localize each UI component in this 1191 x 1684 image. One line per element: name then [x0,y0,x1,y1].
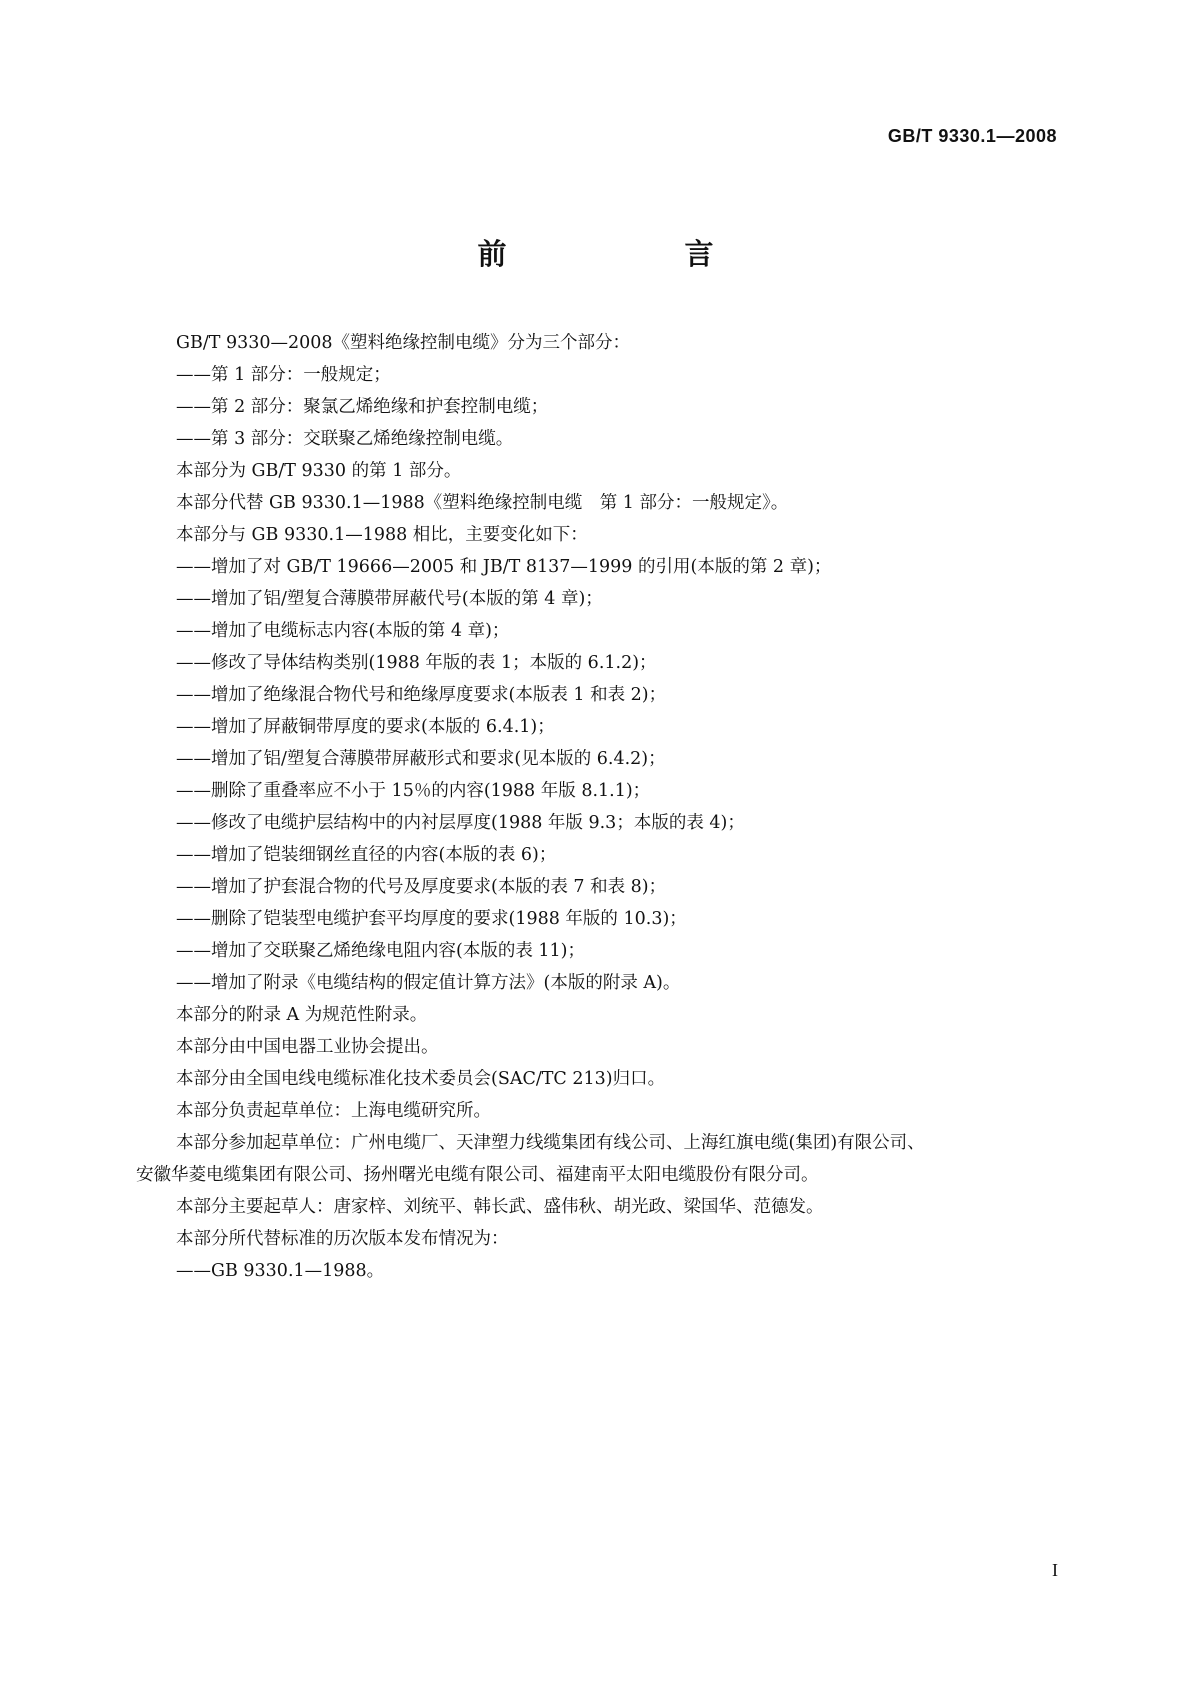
paragraph-line: 本部分的附录 A 为规范性附录。 [176,1005,428,1025]
page-number: I [1052,1560,1058,1580]
paragraph-line: ——增加了电缆标志内容(本版的第 4 章)； [176,621,510,641]
paragraph-line: 安徽华菱电缆集团有限公司、扬州曙光电缆有限公司、福建南平太阳电缆股份有限分司。 [136,1165,819,1185]
paragraph-line: 本部分代替 GB 9330.1—1988《塑料绝缘控制电缆 第 1 部分：一般规定》。 [176,493,789,513]
paragraph-line: 本部分参加起草单位：广州电缆厂、天津塑力线缆集团有线公司、上海红旗电缆(集团)有限公司、 [176,1133,925,1153]
paragraph-line: ——修改了导体结构类别(1988 年版的表 1；本版的 6.1.2)； [176,653,657,673]
paragraph-line: 本部分主要起草人：唐家梓、刘统平、韩长武、盛伟秋、胡光政、梁国华、范德发。 [176,1197,824,1217]
paragraph-line: ——增加了铠装细钢丝直径的内容(本版的表 6)； [176,845,557,865]
paragraph-line: 本部分由中国电器工业协会提出。 [176,1037,439,1057]
paragraph-line: ——增加了绝缘混合物代号和绝缘厚度要求(本版表 1 和表 2)； [176,685,667,705]
paragraph-line: ——增加了铝/塑复合薄膜带屏蔽形式和要求(见本版的 6.4.2)； [176,749,666,769]
foreword-body [136,327,1068,1287]
paragraph-line: ——增加了交联聚乙烯绝缘电阻内容(本版的表 11)； [176,941,585,961]
paragraph-line: ——删除了铠装型电缆护套平均厚度的要求(1988 年版的 10.3)； [176,909,687,929]
paragraph-line: ——第 2 部分：聚氯乙烯绝缘和护套控制电缆； [176,397,549,417]
paragraph-line: 本部分所代替标准的历次版本发布情况为： [176,1229,509,1249]
paragraph-line: 本部分负责起草单位：上海电缆研究所。 [176,1101,491,1121]
paragraph-line: ——增加了附录《电缆结构的假定值计算方法》(本版的附录 A)。 [176,973,681,993]
paragraph-line: ——增加了对 GB/T 19666—2005 和 JB/T 8137—1999 的引用(本版的第 2 章)； [176,557,832,577]
paragraph-line: GB/T 9330—2008《塑料绝缘控制电缆》分为三个部分： [176,333,631,353]
paragraph-line: ——第 1 部分：一般规定； [176,365,391,385]
paragraph-line: ——修改了电缆护层结构中的内衬层厚度(1988 年版 9.3；本版的表 4)； [176,813,745,833]
paragraph-line: ——增加了护套混合物的代号及厚度要求(本版的表 7 和表 8)； [176,877,667,897]
paragraph-line: ——GB 9330.1—1988。 [176,1261,385,1281]
paragraph-line: ——增加了屏蔽铜带厚度的要求(本版的 6.4.1)； [176,717,555,737]
paragraph-line: 本部分为 GB/T 9330 的第 1 部分。 [176,461,462,481]
standard-number-header: GB/T 9330.1—2008 [887,126,1057,146]
paragraph-line: ——删除了重叠率应不小于 15％的内容(1988 年版 8.1.1)； [176,781,651,801]
paragraph-line: 本部分与 GB 9330.1—1988 相比，主要变化如下： [176,525,588,545]
paragraph-line: ——第 3 部分：交联聚乙烯绝缘控制电缆。 [176,429,514,449]
paragraph-line: ——增加了铝/塑复合薄膜带屏蔽代号(本版的第 4 章)； [176,589,603,609]
page-title: 前 言 [477,237,754,271]
paragraph-line: 本部分由全国电线电缆标准化技术委员会(SAC/TC 213)归口。 [176,1069,666,1089]
